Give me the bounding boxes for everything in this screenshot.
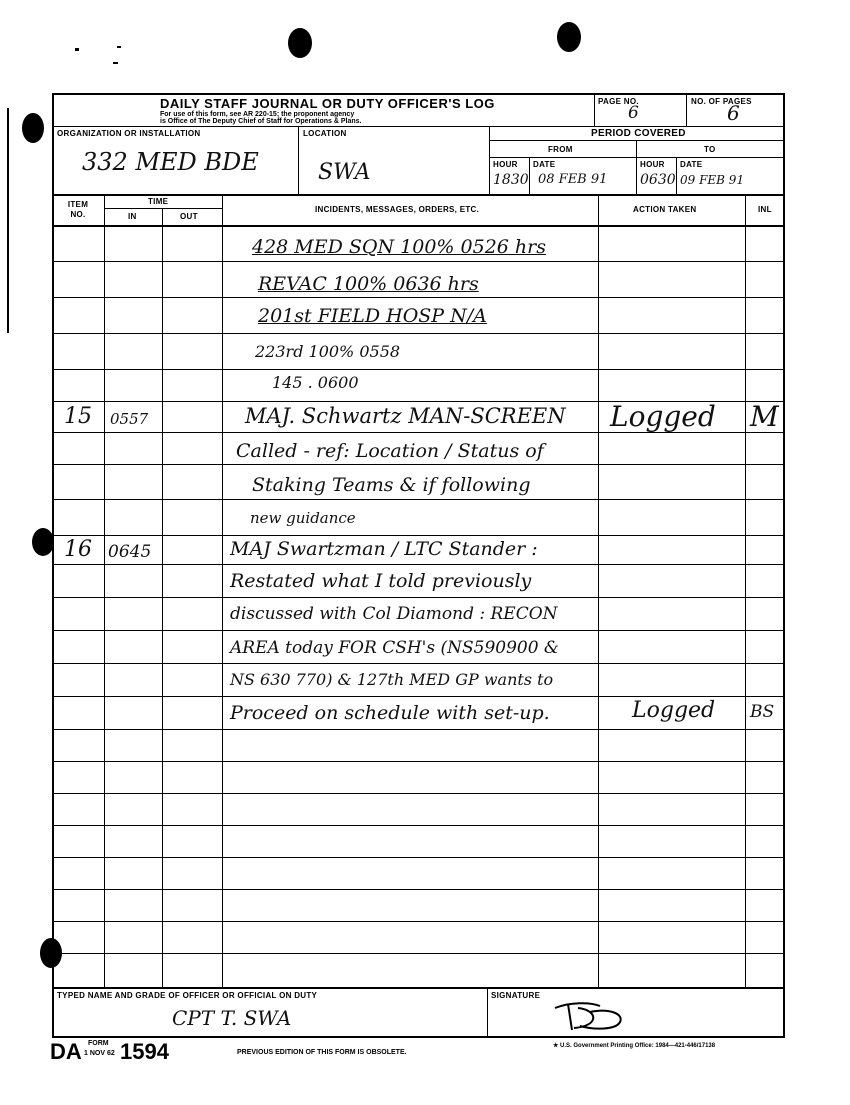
signature-divider xyxy=(487,987,488,1038)
location-value: SWA xyxy=(318,160,371,185)
incidents-label: INCIDENTS, MESSAGES, ORDERS, ETC. xyxy=(315,205,480,214)
organization-value: 332 MED BDE xyxy=(82,148,259,176)
col-line-item xyxy=(104,194,105,987)
from-label: FROM xyxy=(548,145,573,154)
no-of-pages-value: 6 xyxy=(727,101,740,125)
item-16-action: Logged xyxy=(632,698,716,723)
item-16-line-4: AREA today FOR CSH's (NS590900 & xyxy=(230,638,560,658)
signer-label: TYPED NAME AND GRADE OF OFFICER OR OFFICIAL ON DUTY xyxy=(57,991,318,1000)
to-date-label: DATE xyxy=(680,160,703,169)
pages-box-divider xyxy=(686,93,687,126)
punch-hole-left-top xyxy=(22,113,44,143)
item-16-line-3: discussed with Col Diamond : RECON xyxy=(230,604,558,624)
header-line-1 xyxy=(52,126,785,127)
row-line-20 xyxy=(52,889,785,890)
table-header-line xyxy=(52,225,785,227)
from-hour-value: 1830 xyxy=(493,172,529,188)
item-16-number: 16 xyxy=(64,537,92,562)
item-16-line-1: MAJ Swartzman / LTC Stander : xyxy=(230,538,538,560)
no-of-pages-label: NO. OF PAGES xyxy=(691,97,752,106)
signature-label: SIGNATURE xyxy=(491,991,541,1000)
row-line-9 xyxy=(52,535,785,536)
row-line-18 xyxy=(52,825,785,826)
table-bottom-line xyxy=(52,987,785,989)
row-line-13 xyxy=(52,663,785,664)
margin-mark xyxy=(7,108,9,333)
row-line-4 xyxy=(52,369,785,370)
col-line-incidents xyxy=(598,194,599,987)
row-line-10 xyxy=(52,564,785,565)
to-date-value: 09 FEB 91 xyxy=(680,173,745,187)
item-no-label: ITEM NO. xyxy=(67,200,89,219)
punch-hole-top-center xyxy=(288,28,312,58)
inl-label: INL xyxy=(758,205,772,214)
header-bottom-line xyxy=(52,194,785,196)
item-16-initials: BS xyxy=(750,702,775,722)
page-box-divider xyxy=(594,93,595,126)
col-line-action xyxy=(745,194,746,987)
row-line-17 xyxy=(52,793,785,794)
form-subtitle-1: For use of this form, see AR 220-15; the proponent agency xyxy=(160,111,355,118)
page-no-value: 6 xyxy=(628,103,639,123)
item-16-time: 0645 xyxy=(108,542,152,562)
form-id: DA xyxy=(50,1039,82,1064)
row-line-19 xyxy=(52,857,785,858)
form-word: FORM xyxy=(88,1040,109,1047)
item-15-action: Logged xyxy=(610,400,716,433)
entry-row-5: 145 . 0600 xyxy=(272,373,359,392)
row-line-2 xyxy=(52,297,785,298)
speck-2 xyxy=(117,46,121,48)
to-hour-value: 0630 xyxy=(640,172,676,188)
time-subheader-line xyxy=(104,208,222,209)
entry-row-1: 428 MED SQN 100% 0526 hrs xyxy=(252,236,546,258)
period-line xyxy=(489,140,785,141)
location-label: LOCATION xyxy=(303,129,347,138)
item-15-line-2: Called - ref: Location / Status of xyxy=(236,440,544,462)
form-number: 1594 xyxy=(120,1039,169,1064)
period-covered-label: PERIOD COVERED xyxy=(591,128,686,139)
item-15-line-3: Staking Teams & if following xyxy=(252,474,531,496)
row-line-8 xyxy=(52,499,785,500)
printing-note: ★ U.S. Government Printing Office: 1984—421-446/17138 xyxy=(553,1043,716,1049)
action-taken-label: ACTION TAKEN xyxy=(633,205,697,214)
col-line-out xyxy=(222,194,223,987)
form-date: 1 NOV 62 xyxy=(84,1050,115,1057)
speck-3 xyxy=(113,62,118,64)
item-15-initials: M xyxy=(750,400,779,433)
row-line-12 xyxy=(52,630,785,631)
org-location-divider xyxy=(298,126,299,194)
row-line-11 xyxy=(52,597,785,598)
row-line-1 xyxy=(52,261,785,262)
from-date-label: DATE xyxy=(533,160,556,169)
item-15-line-1: MAJ. Schwartz MAN-SCREEN xyxy=(245,404,566,428)
time-in-label: IN xyxy=(128,212,137,221)
from-to-divider xyxy=(636,140,637,194)
item-16-line-6: Proceed on schedule with set-up. xyxy=(230,702,550,724)
fromto-line xyxy=(489,157,785,158)
form-title: DAILY STAFF JOURNAL OR DUTY OFFICER'S LOG xyxy=(160,96,495,111)
row-line-15 xyxy=(52,729,785,730)
item-15-number: 15 xyxy=(64,404,92,429)
page-no-label: PAGE NO. xyxy=(598,97,639,106)
entry-row-2: REVAC 100% 0636 hrs xyxy=(258,273,479,295)
signer-value: CPT T. SWA xyxy=(172,1006,292,1030)
entry-row-3: 201st FIELD HOSP N/A xyxy=(258,305,487,327)
from-hour-date-divider xyxy=(529,157,530,194)
signature-scribble xyxy=(550,996,630,1036)
item-15-time: 0557 xyxy=(110,410,149,428)
speck-1 xyxy=(75,48,79,51)
organization-label: ORGANIZATION OR INSTALLATION xyxy=(57,129,201,138)
entry-row-4: 223rd 100% 0558 xyxy=(255,342,401,361)
from-hour-label: HOUR xyxy=(493,160,518,169)
row-line-21 xyxy=(52,921,785,922)
row-line-16 xyxy=(52,761,785,762)
to-hour-date-divider xyxy=(676,157,677,194)
punch-hole-left-middle xyxy=(32,528,54,556)
obsolete-note: PREVIOUS EDITION OF THIS FORM IS OBSOLETE. xyxy=(237,1049,407,1056)
from-date-value: 08 FEB 91 xyxy=(538,172,608,187)
item-16-line-5: NS 630 770) & 127th MED GP wants to xyxy=(230,670,554,689)
item-16-line-2: Restated what I told previously xyxy=(230,570,532,592)
row-line-3 xyxy=(52,333,785,334)
punch-hole-top-right xyxy=(557,22,581,52)
time-label: TIME xyxy=(148,197,169,206)
item-15-line-4: new guidance xyxy=(250,509,356,527)
to-label: TO xyxy=(704,145,716,154)
row-line-7 xyxy=(52,464,785,465)
row-line-14 xyxy=(52,696,785,697)
to-hour-label: HOUR xyxy=(640,160,665,169)
row-line-22 xyxy=(52,953,785,954)
time-out-label: OUT xyxy=(180,212,198,221)
form-subtitle-2: is Office of The Deputy Chief of Staff for Operations & Plans. xyxy=(160,118,362,125)
location-period-divider xyxy=(489,126,490,194)
